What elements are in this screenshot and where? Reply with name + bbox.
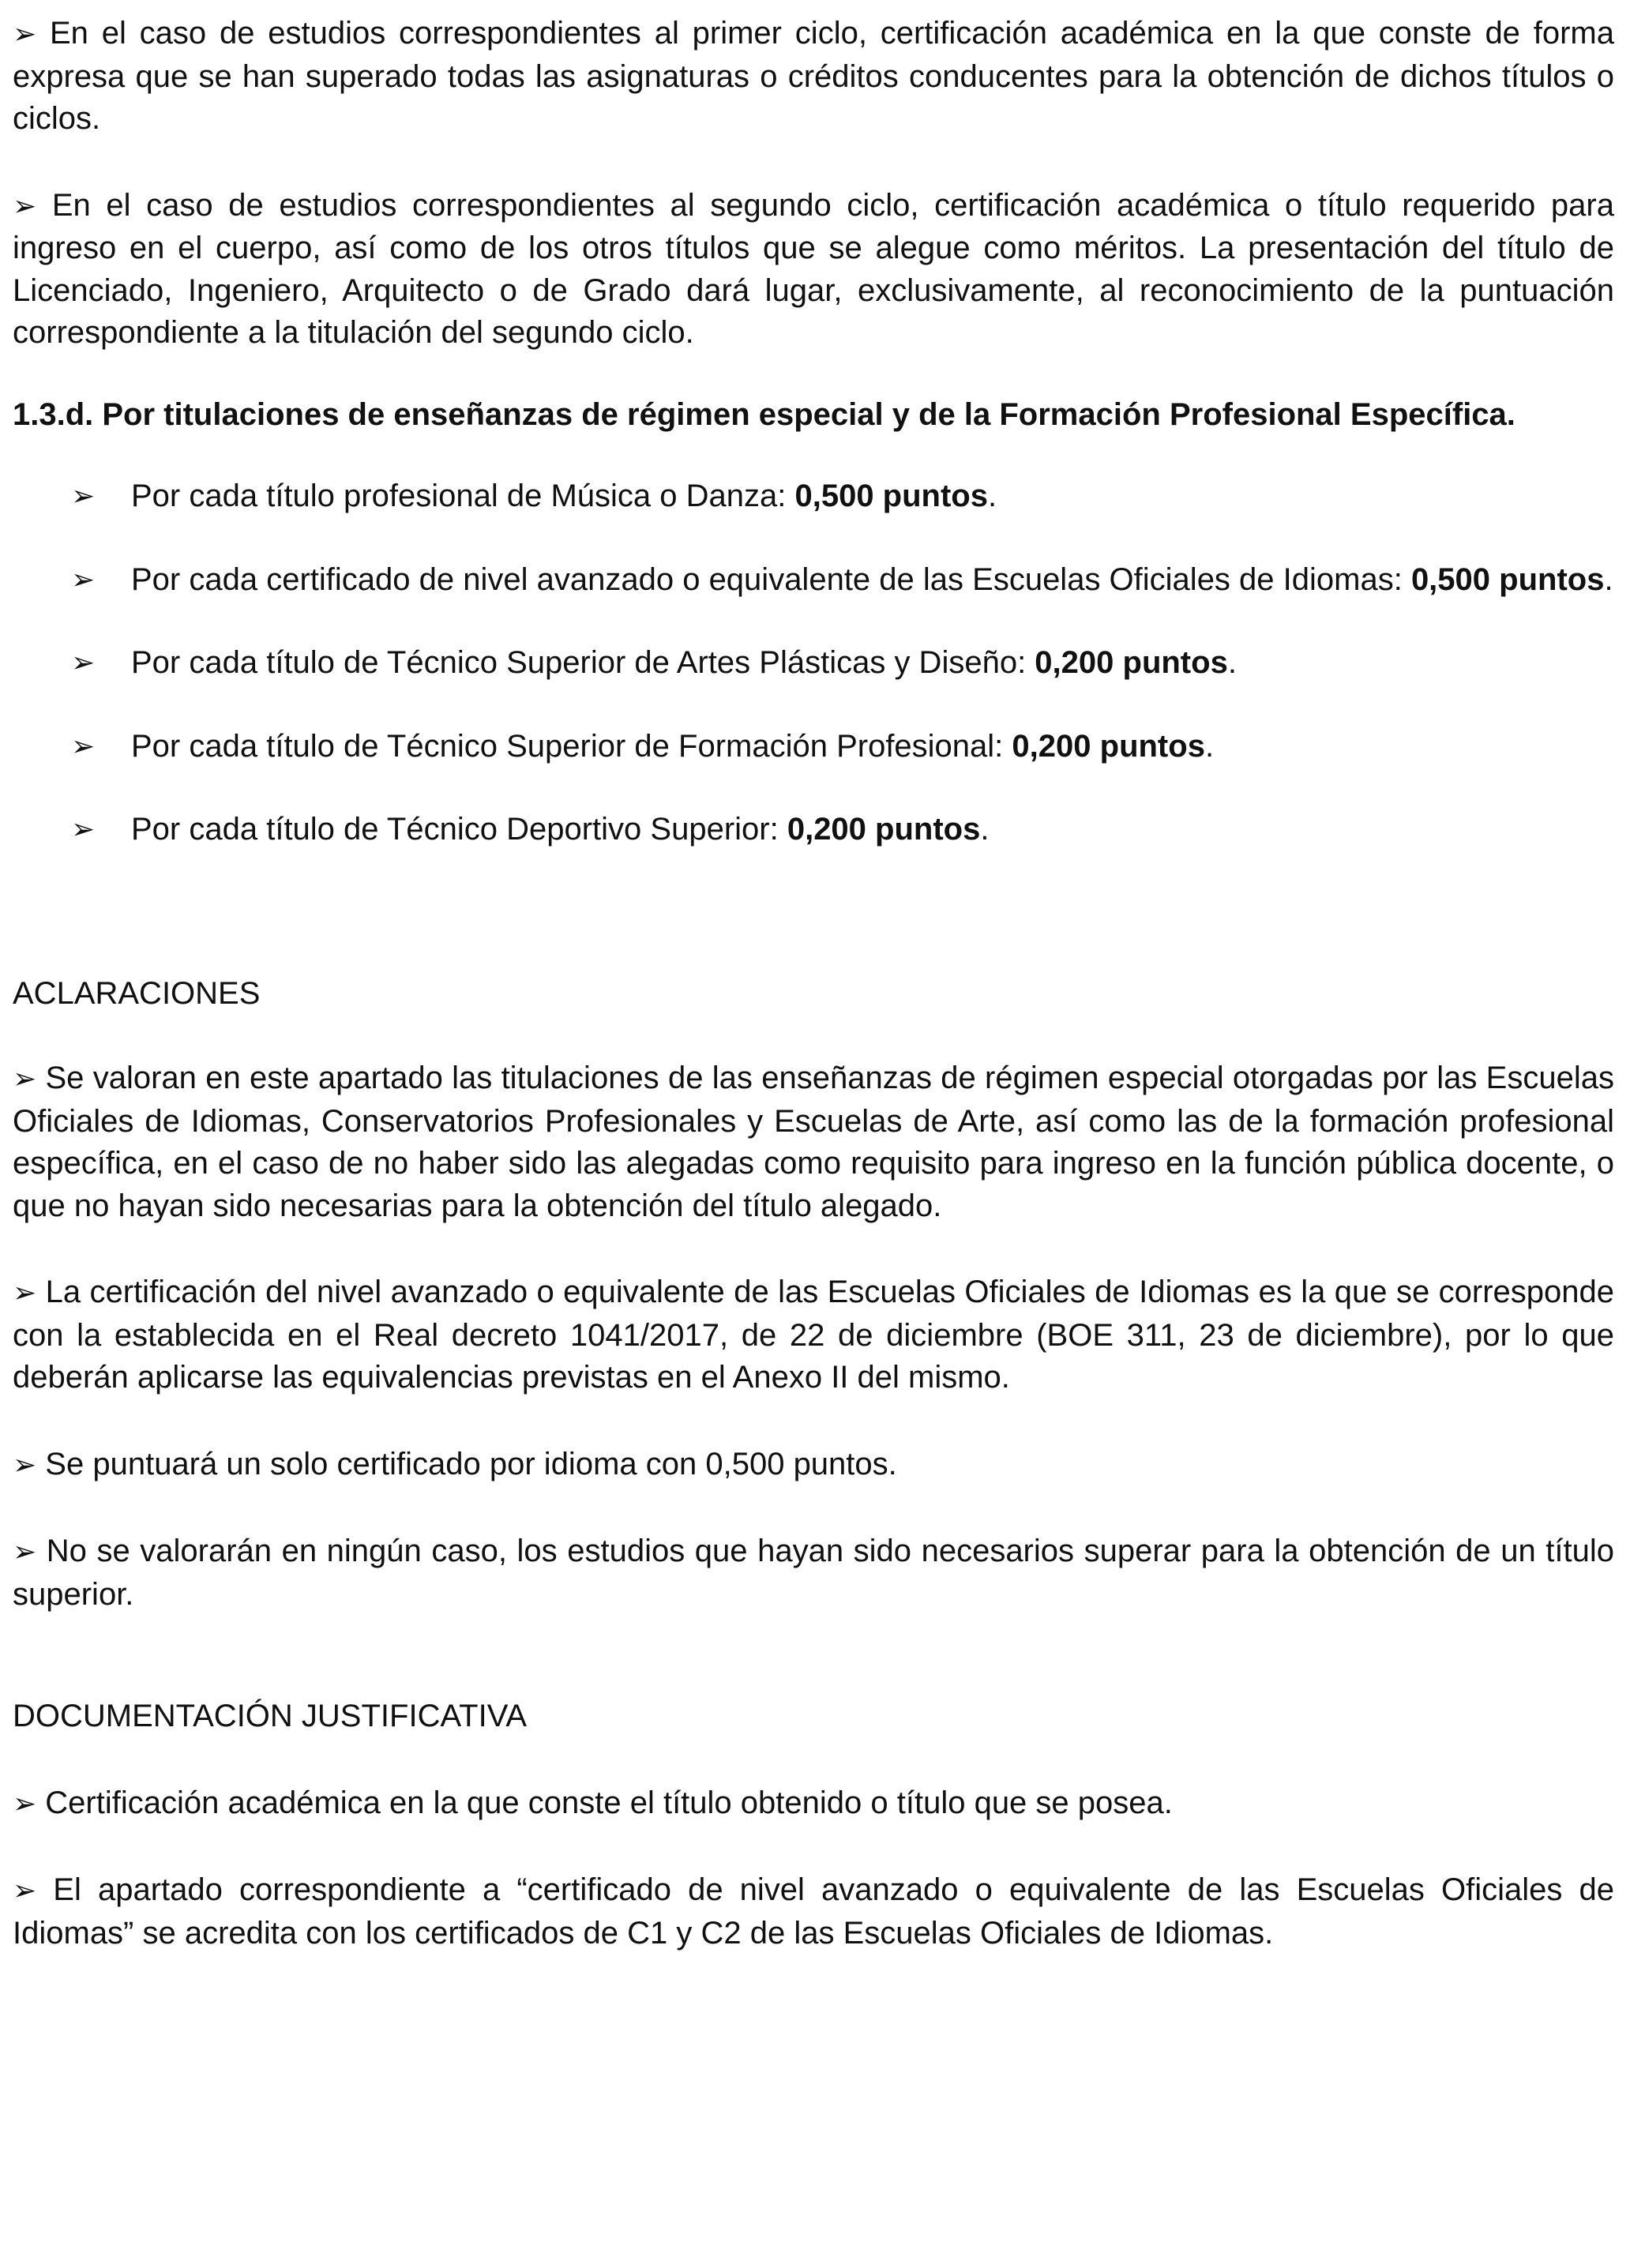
arrow-bullet-icon: ➢ (13, 1536, 37, 1568)
section-heading: 1.3.d. Por titulaciones de enseñanzas de régimen especial y de la Formación Profesional Específica. (13, 396, 1515, 432)
list-item-points: 0,500 puntos (794, 479, 988, 513)
list-item-points: 0,200 puntos (1035, 645, 1228, 680)
arrowhead-bullet-icon: ➢ (71, 480, 96, 513)
list-item (13, 642, 1614, 685)
documentacion-text: El apartado correspondiente a “certificado de nivel avanzado o equivalente de las Escuelas Oficiales de Idiomas” se acredita con los certificados de C1 y C2 de las Escuelas Oficiales de Idiomas. (13, 1872, 1614, 1951)
arrow-bullet-icon: ➢ (13, 1277, 37, 1309)
list-item-end: . (1204, 728, 1215, 764)
list-item-text: Por cada título de Técnico Superior de Artes Plásticas y Diseño: (131, 645, 1035, 680)
document-page (13, 13, 1614, 1954)
list-item-end: . (1227, 645, 1237, 680)
list-item-points: 0,200 puntos (1012, 728, 1205, 764)
arrowhead-bullet-icon: ➢ (71, 563, 96, 596)
aclaracion-paragraph (13, 1271, 1614, 1399)
list-item-end: . (1604, 561, 1613, 597)
intro-paragraph (13, 13, 1614, 141)
list-item-points: 0,500 puntos (1410, 561, 1605, 597)
aclaracion-text: No se valorarán en ningún caso, los estudios que hayan sido necesarios superar para la obtención de un título superior. (13, 1534, 1614, 1612)
intro-paragraph (13, 185, 1614, 355)
aclaracion-paragraph (13, 1444, 1614, 1487)
list-item (13, 726, 1614, 768)
aclaracion-paragraph (13, 1057, 1614, 1227)
list-item-text: Por cada título de Técnico Superior de Formación Profesional: (131, 728, 1012, 764)
arrowhead-bullet-icon: ➢ (71, 813, 96, 846)
arrow-bullet-icon: ➢ (13, 1448, 37, 1481)
aclaraciones-title: ACLARACIONES (13, 975, 261, 1011)
intro-paragraph-text: En el caso de estudios correspondientes al segundo ciclo, certificación académica o título requerido para ingreso en el cuerpo, así como de los otros títulos que se alegue como méritos. La presentación del título de Licenciado, Ingeniero, Arquitecto o de Grado dará lugar, exclusivamente, al reconocimiento de la puntuación correspondiente a la titulación del segundo ciclo. (13, 187, 1614, 350)
list-item-end: . (987, 479, 997, 513)
aclaracion-paragraph (13, 1530, 1614, 1616)
arrow-bullet-icon: ➢ (13, 1787, 37, 1820)
arrow-bullet-icon: ➢ (13, 1063, 37, 1095)
arrowhead-bullet-icon: ➢ (71, 647, 96, 679)
aclaracion-text: Se puntuará un solo certificado por idioma con 0,500 puntos. (45, 1446, 897, 1481)
aclaracion-text: La certificación del nivel avanzado o equivalente de las Escuelas Oficiales de Idiomas es la que se corresponde con la establecida en el Real decreto 1041/2017, de 22 de diciembre (BOE 311, 23 de diciembre), por lo que deberán aplicarse las equivalencias previstas en el Anexo II del mismo. (13, 1275, 1614, 1395)
aclaracion-text: Se valoran en este apartado las titulaciones de las enseñanzas de régimen especial otorgadas por las Escuelas Oficiales de Idiomas, Conservatorios Profesionales y Escuelas de Arte, así como las de la formación profesional específica, en el caso de no haber sido las alegadas como requisito para ingreso en la función pública docente, o que no hayan sido necesarias para la obtención del título alegado. (13, 1061, 1614, 1223)
arrow-bullet-icon: ➢ (13, 190, 37, 223)
list-item-text: Por cada título de Técnico Deportivo Superior: (131, 812, 787, 847)
documentacion-paragraph (13, 1869, 1614, 1954)
documentacion-text: Certificación académica en la que conste el título obtenido o título que se posea. (45, 1785, 1173, 1820)
arrow-bullet-icon: ➢ (13, 1875, 37, 1907)
list-item-end: . (980, 812, 990, 847)
intro-paragraph-text: En el caso de estudios correspondientes al primer ciclo, certificación académica en la que conste de forma expresa que se han superado todas las asignaturas o créditos conducentes para la obtención de dichos títulos o ciclos. (13, 16, 1614, 136)
arrowhead-bullet-icon: ➢ (71, 730, 96, 763)
arrow-bullet-icon: ➢ (13, 18, 37, 51)
documentacion-paragraph (13, 1782, 1614, 1826)
list-item-text: Por cada título profesional de Música o Danza: (131, 479, 795, 513)
points-list (13, 475, 1614, 851)
list-item-points: 0,200 puntos (787, 812, 981, 847)
list-item (13, 809, 1614, 851)
list-item (13, 475, 1614, 518)
list-item (13, 559, 1614, 602)
list-item-text: Por cada certificado de nivel avanzado o equivalente de las Escuelas Oficiales de Idiomas: (131, 561, 1411, 597)
documentacion-title: DOCUMENTACIÓN JUSTIFICATIVA (13, 1699, 528, 1733)
